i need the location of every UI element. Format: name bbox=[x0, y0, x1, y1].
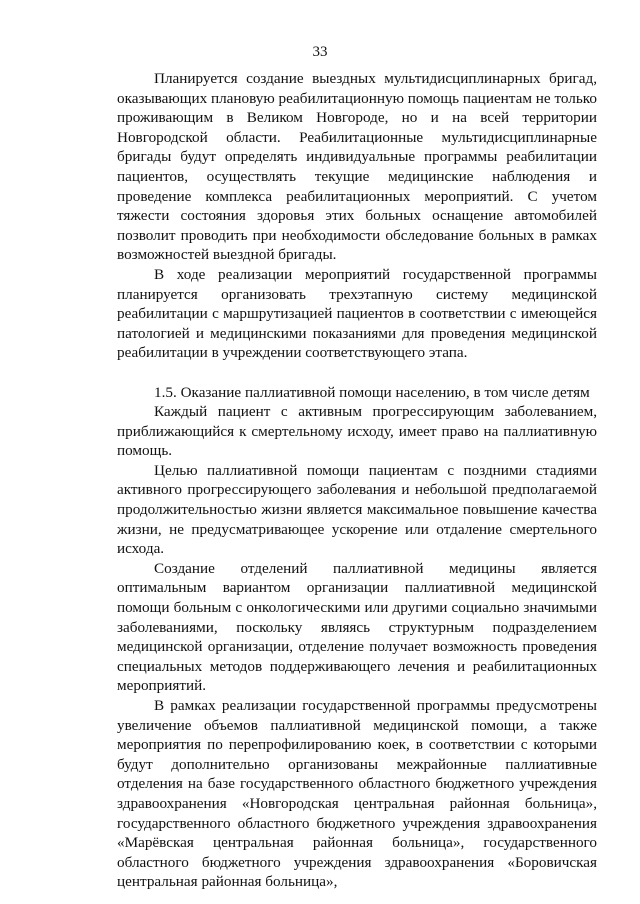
paragraph-program-measures: В рамках реализации государственной программы предусмотрены увеличение объемов паллиативной медицинской помощи, а также мероприятия по перепрофилированию коек, в соответствии с которыми будут дополнительно организованы межрайонные паллиативные отделения на базе государственного областного бюджетного учреждения здравоохранения «Новгородская центральная районная больница», государственного областного бюджетного учреждения здравоохранения «Марёвская центральная районная больница», государственного областного бюджетного учреждения здравоохранения «Боровичская центральная районная больница», bbox=[117, 697, 597, 891]
paragraph-care-goal: Целью паллиативной помощи пациентам с поздними стадиями активного прогрессирующего заболевания и небольшой предполагаемой продолжительностью жизни является максимальное повышение качества жизни, не предусматривающее ускорение или отдаление смертельного исхода. bbox=[117, 461, 597, 558]
page-number: 33 bbox=[312, 44, 328, 60]
paragraph-mobile-brigades: Планируется создание выездных мультидисциплинарных бригад, оказывающих плановую реабилитационную помощь пациентам не только проживающим в Великом Новгороде, но и на всей территории Новгородской области. Реабилитационные мультидисциплинарные бригады будут определять индивидуальные программы реабилитации пациентов, осуществлять текущие медицинские наблюдения и проведение комплекса реабилитационных мероприятий. С учетом тяжести состояния здоровья этих больных оснащение автомобилей позволит проводить при необходимости обследование больных в рамках возможностей выездной бригады. bbox=[117, 70, 597, 264]
section-heading: 1.5. Оказание паллиативной помощи населению, в том числе детям bbox=[154, 383, 590, 401]
paragraph-departments: Создание отделений паллиативной медицины является оптимальным вариантом организации паллиативной медицинской помощи больным с онкологическими или другими социально значимыми заболеваниями, поскольку являясь структурным подразделением медицинской организации, отделение получает возможность проведения специальных методов поддерживающего лечения и реабилитационных мероприятий. bbox=[117, 559, 597, 695]
paragraph-right-to-care: Каждый пациент с активным прогрессирующим заболеванием, приближающийся к смертельному исходу, имеет право на паллиативную помощь. bbox=[117, 403, 597, 460]
section-spacer bbox=[117, 363, 597, 383]
paragraph-three-stage-system: В ходе реализации мероприятий государственной программы планируется организовать трехэтапную систему медицинской реабилитации с маршрутизацией пациентов в соответствии с имеющейся патологией и медицинскими показаниями для проведения медицинской реабилитации в учреждении соответствующего этапа. bbox=[117, 265, 597, 362]
document-body bbox=[117, 69, 597, 892]
